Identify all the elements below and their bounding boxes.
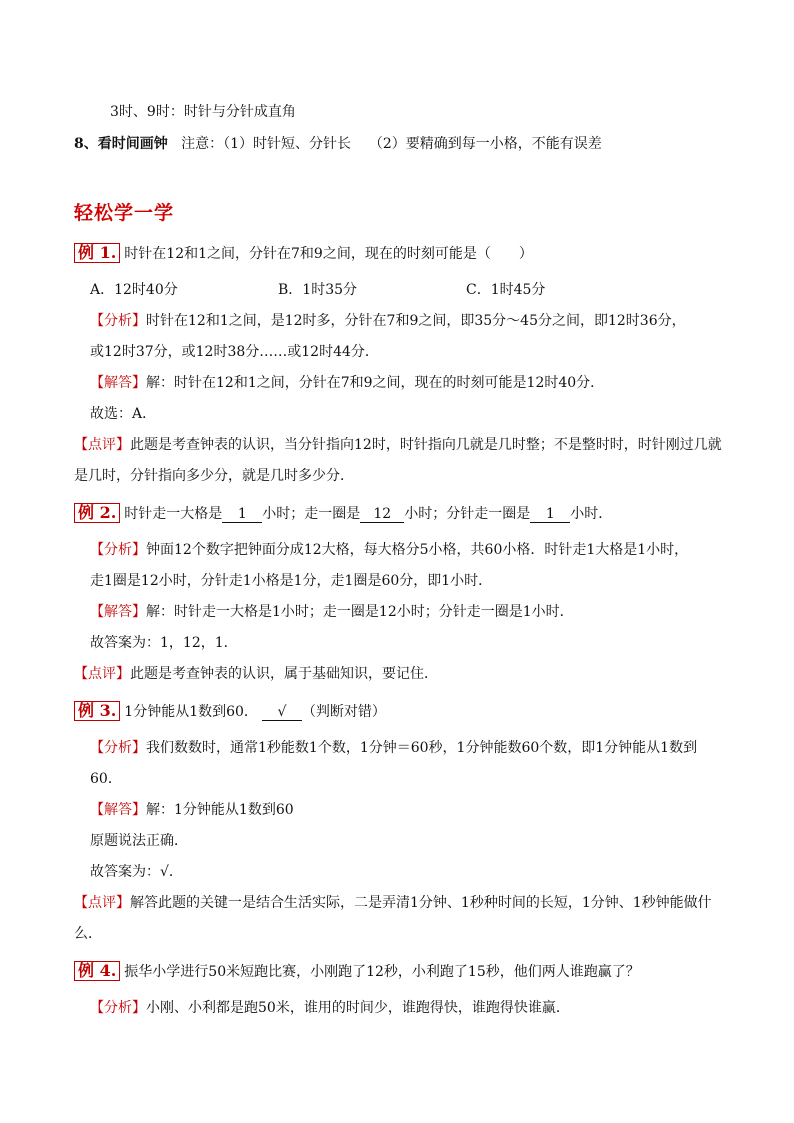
ex3-final: 故答案为：√． bbox=[90, 864, 183, 880]
ex1-option-a: A．12时40分 bbox=[90, 282, 178, 298]
ex2-comment-text: 此题是考查钟表的认识，属于基础知识，要记住． bbox=[130, 666, 438, 682]
ex2-question-line bbox=[74, 503, 612, 524]
ex2-analysis-2: 走1圈是12小时，分针走1小格是1分，走1圈是60分，即1小时． bbox=[90, 573, 493, 589]
answer-label: 【解答】 bbox=[90, 604, 146, 620]
ex1-options bbox=[90, 280, 545, 300]
ex1-question-line bbox=[74, 243, 533, 264]
ex3-blank: √ bbox=[262, 704, 302, 721]
ex2-answer-text: 解：时针走一大格是1小时；走一圈是12小时；分针走一圈是1小时． bbox=[146, 604, 574, 620]
analysis-label: 【分析】 bbox=[90, 542, 146, 558]
ex3-analysis-1 bbox=[90, 738, 697, 758]
ex4-analysis bbox=[90, 998, 570, 1018]
ex2-q-d: 小时． bbox=[570, 506, 613, 522]
ex3-q-a: 1分钟能从1数到60． bbox=[124, 704, 258, 720]
ex1-analysis-1 bbox=[90, 311, 686, 331]
ex1-answer-text: 解：时针在12和1之间，分针在7和9之间，现在的时刻可能是12时40分． bbox=[146, 375, 605, 391]
ex3-comment-text-1: 解答此题的关键一是结合生活实际，二是弄清1分钟、1秒种时间的长短，1分钟、1秒钟能做什 bbox=[130, 895, 712, 911]
ex2-tag: 例 2. bbox=[74, 503, 120, 523]
ex4-question-line bbox=[74, 961, 640, 982]
ex3-comment-1 bbox=[74, 893, 712, 913]
ex3-question-line bbox=[74, 701, 386, 722]
answer-label: 【解答】 bbox=[90, 375, 146, 391]
ex1-option-b: B．1时35分 bbox=[278, 282, 358, 298]
ex3-answer bbox=[90, 800, 294, 820]
item-8-heading: 8、看时间画钟 bbox=[74, 136, 168, 152]
ex3-analysis-2: 60． bbox=[90, 771, 122, 787]
ex2-blank-1: 1 bbox=[222, 506, 262, 523]
ex1-option-c: C．1时45分 bbox=[466, 282, 546, 298]
ex1-analysis-2: 或12时37分，或12时38分……或12时44分． bbox=[90, 344, 379, 360]
ex3-tag: 例 3. bbox=[74, 701, 120, 721]
ex1-tag: 例 1. bbox=[74, 243, 120, 263]
answer-label: 【解答】 bbox=[90, 802, 146, 818]
ex1-comment-2: 是几时，分针指向多少分，就是几时多少分． bbox=[74, 468, 354, 484]
ex2-comment bbox=[74, 664, 438, 684]
ex2-analysis-1 bbox=[90, 540, 688, 560]
ex4-tag: 例 4. bbox=[74, 961, 120, 981]
ex3-q-b: （判断对错） bbox=[301, 704, 386, 720]
ex1-comment-text-1: 此题是考查钟表的认识，当分针指向12时，时针指向几就是几时整；不是整时时，时针刚过几就 bbox=[130, 437, 722, 453]
ex1-comment-1 bbox=[74, 435, 722, 455]
ex1-analysis-text-1: 时针在12和1之间，是12时多，分针在7和9之间，即35分～45分之间，即12时36分， bbox=[146, 313, 686, 329]
ex2-analysis-text-1: 钟面12个数字把钟面分成12大格，每大格分5小格，共60小格．时针走1大格是1小时， bbox=[146, 542, 689, 558]
ex3-analysis-text-1: 我们数数时，通常1秒能数1个数，1分钟＝60秒，1分钟能数60个数，即1分钟能从1数到 bbox=[146, 740, 698, 756]
ex1-answer bbox=[90, 373, 604, 393]
ex4-analysis-text: 小刚、小利都是跑50米，谁用的时间少，谁跑得快，谁跑得快谁赢． bbox=[146, 1000, 570, 1016]
comment-label: 【点评】 bbox=[74, 895, 130, 911]
analysis-label: 【分析】 bbox=[90, 1000, 146, 1016]
ex2-answer bbox=[90, 602, 574, 622]
ex1-question: 时针在12和1之间，分针在7和9之间，现在的时刻可能是（ ） bbox=[124, 246, 533, 262]
item-8-note: 注意：（1）时针短、分针长 （2）要精确到每一小格，不能有误差 bbox=[181, 136, 602, 152]
ex3-answer-text: 解：1分钟能从1数到60 bbox=[146, 802, 294, 818]
comment-label: 【点评】 bbox=[74, 437, 130, 453]
ex2-q-b: 小时；走一圈是 bbox=[262, 506, 361, 522]
ex3-comment-2: 么． bbox=[74, 926, 102, 942]
ex1-choice: 故选：A． bbox=[90, 406, 157, 422]
analysis-label: 【分析】 bbox=[90, 740, 146, 756]
ex2-q-a: 时针走一大格是 bbox=[124, 506, 223, 522]
item-8 bbox=[74, 134, 602, 154]
ex2-final: 故答案为：1，12，1． bbox=[90, 635, 238, 651]
comment-label: 【点评】 bbox=[74, 666, 130, 682]
ex2-blank-2: 12 bbox=[360, 506, 404, 523]
top-line-1: 3时、9时：时针与分针成直角 bbox=[110, 104, 296, 120]
ex2-q-c: 小时；分针走一圈是 bbox=[404, 506, 531, 522]
ex4-question: 振华小学进行50米短跑比赛，小刚跑了12秒，小利跑了15秒，他们两人谁跑赢了？ bbox=[124, 964, 640, 980]
ex3-answer-2: 原题说法正确． bbox=[90, 833, 188, 849]
section-title: 轻松学一学 bbox=[74, 202, 175, 224]
analysis-label: 【分析】 bbox=[90, 313, 146, 329]
ex2-blank-3: 1 bbox=[530, 506, 570, 523]
